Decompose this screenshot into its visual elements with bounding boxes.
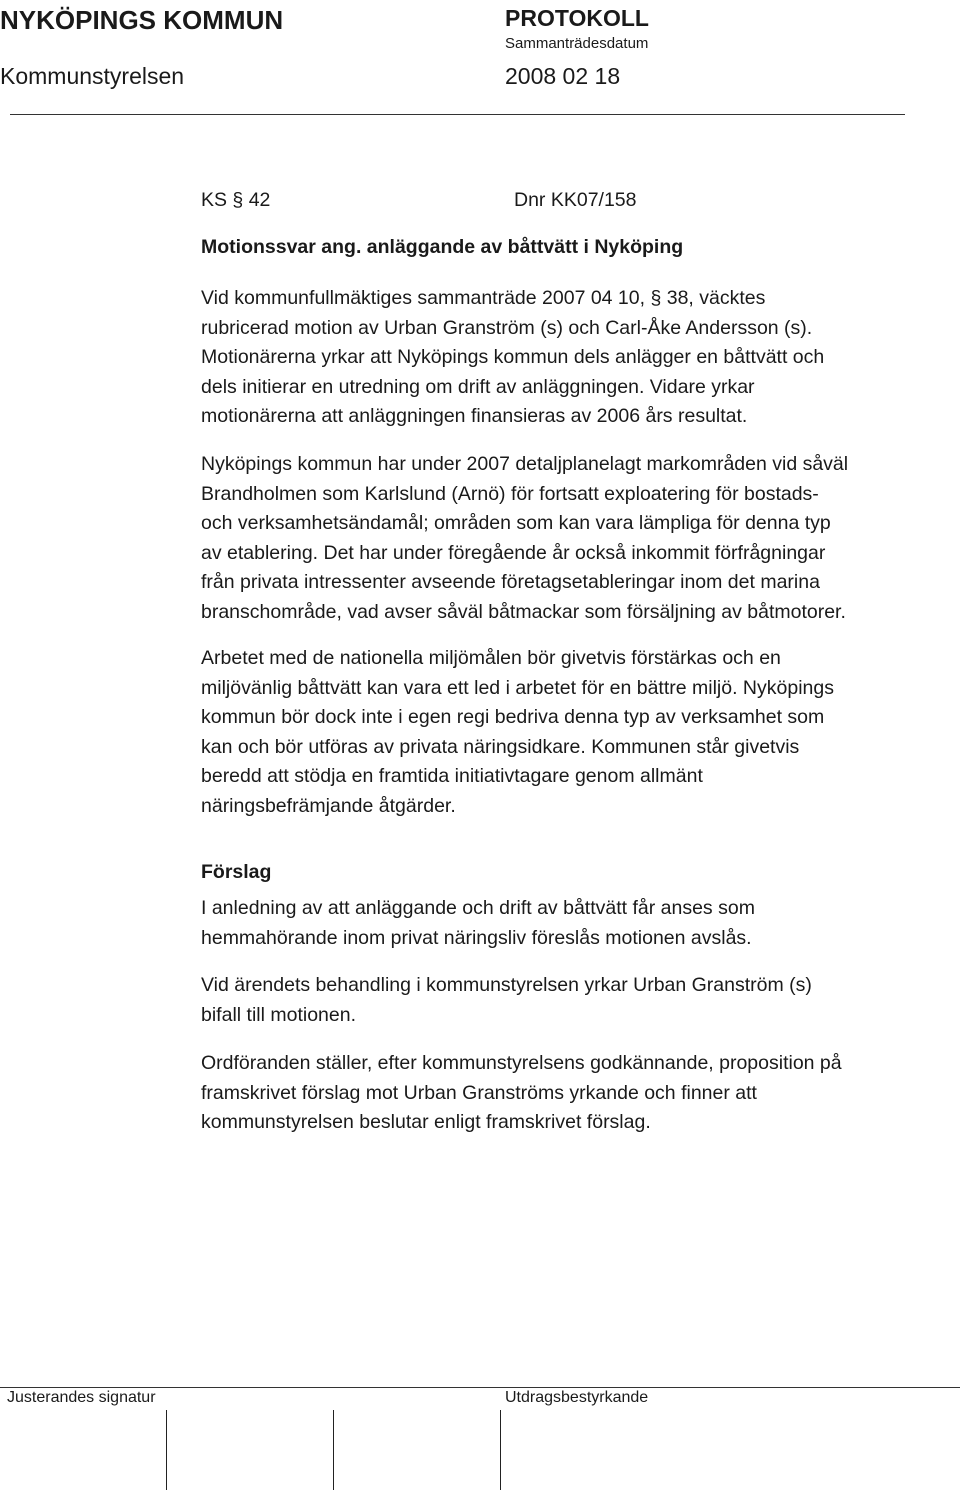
text-line: av etablering. Det har under föregående år också inkommit förfrågningar [201,541,826,564]
text-line: Brandholmen som Karlslund (Arnö) för fortsatt exploatering för bostads- [201,482,819,505]
text-line: motionärerna att anläggningen finansieras av 2006 års resultat. [201,405,748,427]
text-line: kommun bör dock inte i egen regi bedriva denna typ av verksamhet som [201,706,825,728]
text-line: kommunstyrelsen beslutar enligt framskrivet förslag. [201,1111,651,1133]
text-line: Vid kommunfullmäktiges sammanträde 2007 04 10, § 38, väcktes [201,287,766,309]
text-line: I anledning av att anläggande och drift av båttvätt får anses som [201,897,755,919]
text-line: från privata intressenter avseende företagsetableringar inom det marina [201,571,820,593]
meeting-date-label: Sammanträdesdatum [505,35,649,52]
text-line: dels initierar en utredning om drift av anläggningen. Vidare yrkar [201,375,755,398]
paragraph-2 [201,450,921,627]
paragraph-3 [201,644,921,821]
text-line: Vid ärendets behandling i kommunstyrelsen yrkar Urban Granström (s) [201,974,812,996]
text-line: bifall till motionen. [201,1003,356,1026]
document-type: PROTOKOLL [505,5,649,31]
text-line: Ordföranden ställer, efter kommunstyrelsens godkännande, proposition på [201,1052,842,1074]
proposal-paragraph-1 [201,894,921,953]
organization-name: NYKÖPINGS KOMMUN [0,5,284,35]
signature-box-line [333,1410,334,1490]
text-line: hemmahörande inom privat näringsliv föreslås motionen avslås. [201,926,752,949]
meeting-date: 2008 02 18 [505,63,621,89]
proposal-paragraph-3 [201,1049,921,1138]
proposal-paragraph-2 [201,971,921,1030]
text-line: beredd att stödja en framtida initiativtagare genom allmänt [201,765,703,787]
signature-label: Justerandes signatur [7,1389,156,1406]
text-line: och verksamhetsändamål; områden som kan vara lämpliga för denna typ [201,512,831,534]
text-line: branschområde, vad avser såväl båtmackar som försäljning av båtmotorer. [201,600,846,623]
case-title: Motionssvar ang. anläggande av båttvätt i Nyköping [201,236,684,258]
header-divider [10,114,905,115]
text-line: Motionärerna yrkar att Nyköpings kommun dels anlägger en båttvätt och [201,346,825,368]
case-number: KS § 42 [201,189,271,211]
text-line: näringsbefrämjande åtgärder. [201,794,456,817]
text-line: Arbetet med de nationella miljömålen bör givetvis förstärkas och en [201,647,781,669]
text-line: framskrivet förslag mot Urban Granströms yrkande och finner att [201,1081,757,1104]
certification-label: Utdragsbestyrkande [505,1389,649,1406]
board-name: Kommunstyrelsen [0,63,185,89]
text-line: kan och bör utföras av privata näringsidkare. Kommunen står givetvis [201,735,800,758]
signature-box-line [500,1410,501,1490]
signature-box-line [166,1410,167,1490]
paragraph-1 [201,284,921,432]
text-line: Nyköpings kommun har under 2007 detaljplanelagt markområden vid såväl [201,453,849,475]
proposal-heading: Förslag [201,861,272,883]
footer-divider [0,1387,960,1388]
text-line: miljövänlig båttvätt kan vara ett led i arbetet för en bättre miljö. Nyköpings [201,676,834,699]
text-line: rubricerad motion av Urban Granström (s) och Carl-Åke Andersson (s). [201,316,813,339]
case-line [201,186,921,216]
diary-number: Dnr KK07/158 [514,189,637,211]
